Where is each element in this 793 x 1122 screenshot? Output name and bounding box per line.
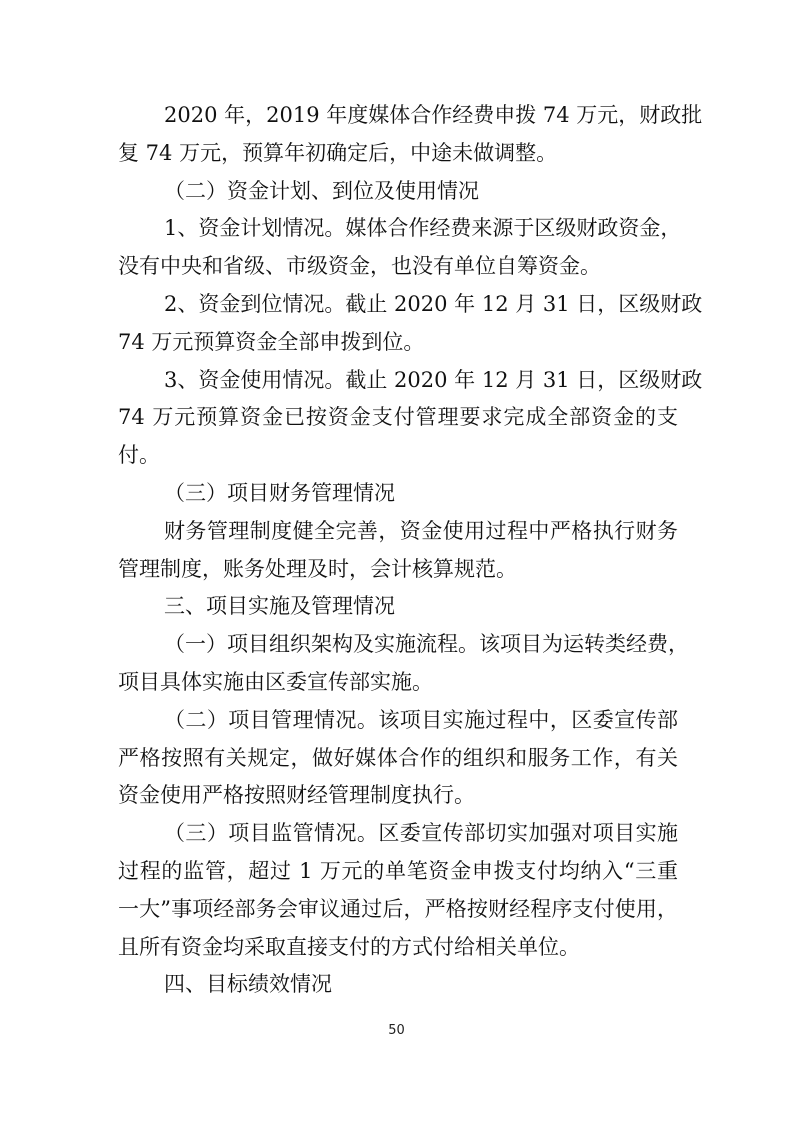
text-line: （二）项目管理情况。该项目实施过程中，区委宣传部	[164, 707, 678, 732]
text-line: 资金使用严格按照财经管理制度执行。	[118, 783, 475, 808]
text-line: （一）项目组织架构及实施流程。该项目为运转类经费，	[164, 632, 689, 657]
text-line: 一大”事项经部务会审议通过后，严格按财经程序支付使用，	[118, 896, 678, 921]
section-heading: （二）资金计划、到位及使用情况	[164, 178, 479, 203]
text-line: 严格按照有关规定，做好媒体合作的组织和服务工作，有关	[118, 745, 678, 770]
page-number: 50	[388, 1023, 405, 1038]
text-line: 3、资金使用情况。截止 2020 年 12 月 31 日，区级财政	[164, 367, 703, 392]
text-line: 74 万元预算资金已按资金支付管理要求完成全部资金的支	[118, 405, 678, 430]
text-line: 项目具体实施由区委宣传部实施。	[118, 669, 433, 694]
text-line: 复 74 万元，预算年初确定后，中途未做调整。	[118, 140, 558, 165]
text-line: 74 万元预算资金全部申拨到位。	[118, 329, 425, 354]
text-line: 过程的监管，超过 1 万元的单笔资金申拨支付均纳入“三重	[118, 858, 678, 883]
text-line: 2020 年，2019 年度媒体合作经费申拨 74 万元，财政批	[164, 103, 703, 127]
section-heading: 三、项目实施及管理情况	[164, 594, 395, 619]
text-line: 且所有资金均采取直接支付的方式付给相关单位。	[118, 934, 580, 959]
body-text	[118, 97, 703, 1004]
section-heading: （三）项目财务管理情况	[164, 480, 395, 505]
text-line: 2、资金到位情况。截止 2020 年 12 月 31 日，区级财政	[164, 291, 703, 316]
text-line: 付。	[118, 443, 160, 468]
text-line: 财务管理制度健全完善，资金使用过程中严格执行财务	[164, 518, 678, 543]
text-line: 没有中央和省级、市级资金，也没有单位自筹资金。	[118, 254, 601, 279]
text-line: （三）项目监管情况。区委宣传部切实加强对项目实施	[164, 821, 678, 846]
text-line: 1、资金计划情况。媒体合作经费来源于区级财政资金，	[164, 216, 682, 241]
text-line: 管理制度，账务处理及时，会计核算规范。	[118, 556, 517, 581]
section-heading: 四、目标绩效情况	[164, 972, 332, 997]
